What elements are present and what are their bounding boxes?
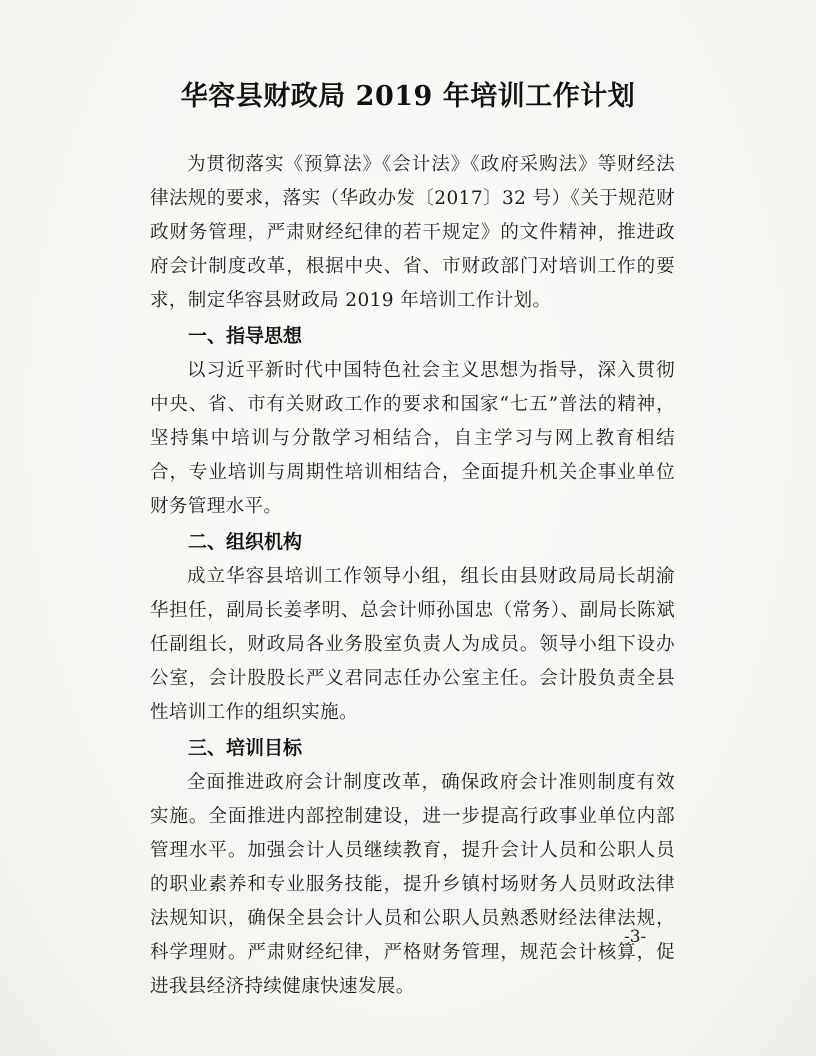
section-organization	[150, 524, 675, 730]
section-paragraph: 全面推进政府会计制度改革，确保政府会计准则制度有效实施。全面推进内部控制建设，进一步提高行政事业单位内部管理水平。加强会计人员继续教育，提升会计人员和公职人员的职业素养和专业服务技能，提升乡镇村场财务人员财政法律法规知识，确保全县会计人员和公职人员熟悉财经法律法规，科学理财。严肃财经纪律，严格财务管理，规范会计核算，促进我县经济持续健康快速发展。	[150, 772, 675, 997]
section-heading: 三、培训目标	[188, 737, 303, 759]
intro-paragraph: 为贯彻落实《预算法》《会计法》《政府采购法》等财经法律法规的要求，落实（华政办发〔2017〕32 号）《关于规范财政财务管理，严肃财经纪律的若干规定》的文件精神，推进政府会计制度改革，根据中央、省、市财政部门对培训工作的要求，制定华容县财政局 2019 年培训工作计划。	[150, 154, 675, 311]
section-paragraph: 以习近平新时代中国特色社会主义思想为指导，深入贯彻中央、省、市有关财政工作的要求和国家“七五”普法的精神，坚持集中培训与分散学习相结合，自主学习与网上教育相结合，专业培训与周期性培训相结合，全面提升机关企事业单位财务管理水平。	[150, 360, 675, 517]
section-heading: 二、组织机构	[188, 531, 303, 553]
document-title: 华容县财政局 2019 年培训工作计划	[180, 81, 636, 112]
section-guiding-ideology	[150, 318, 675, 524]
page-number: -3-	[624, 927, 647, 947]
section-training-goals	[150, 730, 675, 1004]
section-heading: 一、指导思想	[188, 325, 303, 347]
section-paragraph: 成立华容县培训工作领导小组，组长由县财政局局长胡渝华担任，副局长姜孝明、总会计师孙国忠（常务）、副局长陈斌任副组长，财政局各业务股室负责人为成员。领导小组下设办公室，会计股股长严义君同志任办公室主任。会计股负责全县性培训工作的组织实施。	[150, 566, 675, 723]
document-body	[150, 148, 675, 1004]
